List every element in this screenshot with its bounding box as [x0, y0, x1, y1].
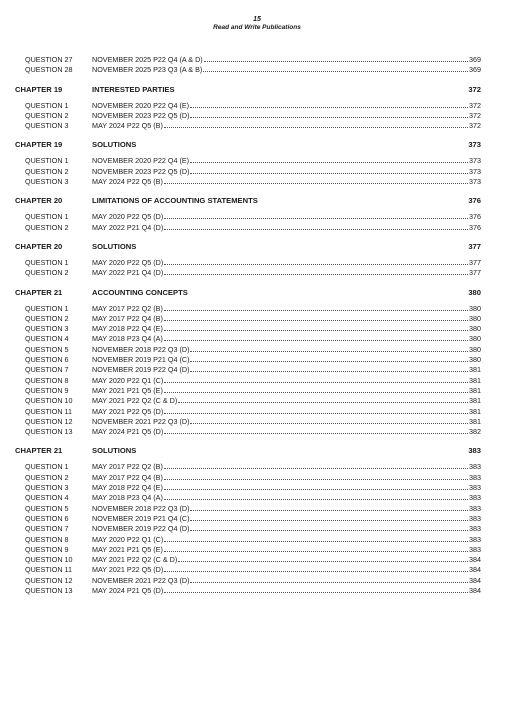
toc-question-entry[interactable] — [15, 417, 481, 427]
toc-question-entry[interactable] — [15, 111, 481, 121]
question-label: QUESTION 1 — [25, 303, 69, 313]
dot-leader — [190, 161, 468, 163]
question-label: QUESTION 28 — [25, 65, 73, 75]
toc-question-entry[interactable] — [15, 355, 481, 365]
dot-leader — [164, 273, 468, 275]
publisher-name: Read and Write Publications — [213, 24, 301, 31]
question-page-number: 373 — [469, 166, 481, 176]
question-page-number: 381 — [469, 365, 481, 375]
toc-question-entry[interactable] — [15, 576, 481, 586]
question-page-number: 384 — [469, 565, 481, 575]
question-label: QUESTION 1 — [25, 156, 69, 166]
question-page-number: 373 — [469, 177, 481, 187]
question-page-number: 381 — [469, 416, 481, 426]
question-label: QUESTION 3 — [25, 324, 69, 334]
dot-leader — [164, 339, 468, 341]
toc-question-entry[interactable] — [15, 396, 481, 406]
exam-reference: MAY 2017 P22 Q2 (B) — [92, 303, 163, 313]
toc-question-entry[interactable] — [15, 462, 481, 472]
chapter-page-number: 380 — [468, 287, 481, 297]
chapter-heading[interactable] — [15, 445, 481, 456]
chapter-heading[interactable] — [15, 84, 481, 95]
exam-reference: MAY 2021 P22 Q5 (D) — [92, 565, 164, 575]
question-page-number: 383 — [469, 513, 481, 523]
exam-reference: NOVEMBER 2025 P22 Q4 (A & D) — [92, 55, 203, 64]
dot-leader — [164, 381, 468, 383]
question-label: QUESTION 10 — [25, 396, 73, 406]
dot-leader — [190, 360, 468, 362]
dot-leader — [190, 509, 468, 511]
dot-leader — [164, 412, 468, 414]
question-label: QUESTION 3 — [25, 121, 69, 131]
dot-leader — [178, 560, 468, 562]
toc-question-entry[interactable] — [15, 314, 481, 324]
question-label: QUESTION 1 — [25, 257, 69, 267]
chapter-heading[interactable] — [15, 241, 481, 252]
toc-question-entry[interactable] — [15, 101, 481, 111]
question-label: QUESTION 3 — [25, 483, 69, 493]
chapter-page-number: 377 — [468, 241, 481, 251]
toc-question-entry[interactable] — [15, 376, 481, 386]
exam-reference: MAY 2022 P21 Q4 (D) — [92, 222, 164, 232]
question-page-number: 380 — [469, 355, 481, 365]
exam-reference: MAY 2021 P22 Q5 (D) — [92, 406, 164, 416]
exam-reference: NOVEMBER 2019 P22 Q4 (D) — [92, 365, 190, 375]
question-page-number: 372 — [469, 100, 481, 110]
toc-question-entry[interactable] — [15, 427, 481, 437]
question-label: QUESTION 27 — [25, 55, 73, 64]
toc-question-entry[interactable] — [15, 223, 481, 233]
dot-leader — [164, 540, 468, 542]
question-label: QUESTION 2 — [25, 313, 69, 323]
question-page-number: 383 — [469, 483, 481, 493]
question-label: QUESTION 1 — [25, 462, 69, 472]
question-label: QUESTION 4 — [25, 493, 69, 503]
dot-leader — [190, 581, 468, 583]
toc-question-entry[interactable] — [15, 334, 481, 344]
page-number: 15 — [253, 16, 261, 23]
chapter-page-number: 383 — [468, 446, 481, 456]
exam-reference: MAY 2021 P21 Q5 (E) — [92, 385, 163, 395]
dot-leader — [204, 60, 468, 62]
question-page-number: 380 — [469, 303, 481, 313]
dot-leader — [164, 319, 468, 321]
question-label: QUESTION 4 — [25, 334, 69, 344]
toc-question-entry[interactable] — [15, 167, 481, 177]
table-of-contents — [15, 55, 481, 596]
exam-reference: MAY 2020 P22 Q1 (C) — [92, 534, 164, 544]
question-page-number: 380 — [469, 334, 481, 344]
chapter-label: CHAPTER 20 — [15, 241, 63, 251]
question-label: QUESTION 2 — [25, 110, 69, 120]
toc-question-entry[interactable] — [15, 483, 481, 493]
question-label: QUESTION 7 — [25, 524, 69, 534]
question-label: QUESTION 5 — [25, 344, 69, 354]
toc-question-entry[interactable] — [15, 545, 481, 555]
spacer — [15, 437, 481, 445]
question-page-number: 380 — [469, 344, 481, 354]
question-label: QUESTION 2 — [25, 222, 69, 232]
dot-leader — [164, 228, 468, 230]
chapter-label: CHAPTER 20 — [15, 196, 63, 206]
dot-leader — [178, 401, 468, 403]
chapter-title: INTERESTED PARTIES — [92, 84, 175, 94]
question-page-number: 384 — [469, 575, 481, 585]
chapter-title: SOLUTIONS — [92, 446, 137, 456]
question-label: QUESTION 2 — [25, 166, 69, 176]
question-page-number: 384 — [469, 585, 481, 595]
question-label: QUESTION 13 — [25, 585, 73, 595]
question-page-number: 377 — [469, 257, 481, 267]
dot-leader — [203, 70, 468, 72]
spacer — [15, 131, 481, 139]
exam-reference: MAY 2021 P22 Q2 (C & D) — [92, 396, 178, 406]
exam-reference: NOVEMBER 2025 P23 Q3 (A & B) — [92, 65, 203, 75]
toc-question-entry[interactable] — [15, 212, 481, 222]
dot-leader — [190, 370, 468, 372]
question-label: QUESTION 5 — [25, 503, 69, 513]
dot-leader — [164, 478, 468, 480]
question-label: QUESTION 2 — [25, 472, 69, 482]
toc-question-entry[interactable] — [15, 324, 481, 334]
question-label: QUESTION 13 — [25, 427, 73, 437]
exam-reference: MAY 2017 P22 Q4 (B) — [92, 472, 163, 482]
exam-reference: MAY 2024 P22 Q5 (B) — [92, 121, 163, 131]
exam-reference: NOVEMBER 2023 P22 Q5 (D) — [92, 110, 190, 120]
exam-reference: MAY 2017 P22 Q4 (B) — [92, 313, 163, 323]
toc-question-entry[interactable] — [15, 345, 481, 355]
dot-leader — [190, 172, 468, 174]
exam-reference: MAY 2018 P23 Q4 (A) — [92, 493, 163, 503]
chapter-heading[interactable] — [15, 195, 481, 206]
dot-leader — [164, 498, 468, 500]
question-page-number: 372 — [469, 121, 481, 131]
question-label: QUESTION 12 — [25, 416, 73, 426]
question-label: QUESTION 9 — [25, 544, 69, 554]
toc-question-entry[interactable] — [15, 524, 481, 534]
dot-leader — [190, 350, 468, 352]
question-label: QUESTION 2 — [25, 268, 69, 278]
dot-leader — [164, 432, 468, 434]
exam-reference: MAY 2024 P21 Q5 (D) — [92, 585, 164, 595]
exam-reference: MAY 2018 P22 Q4 (E) — [92, 324, 163, 334]
question-label: QUESTION 6 — [25, 513, 69, 523]
question-page-number: 383 — [469, 462, 481, 472]
question-label: QUESTION 9 — [25, 385, 69, 395]
chapter-label: CHAPTER 19 — [15, 84, 63, 94]
toc-question-entry[interactable] — [15, 304, 481, 314]
toc-question-entry[interactable] — [15, 268, 481, 278]
toc-question-entry[interactable] — [15, 365, 481, 375]
toc-question-entry[interactable] — [15, 55, 481, 65]
chapter-label: CHAPTER 21 — [15, 287, 63, 297]
exam-reference: MAY 2020 P22 Q5 (D) — [92, 212, 164, 222]
question-page-number: 381 — [469, 375, 481, 385]
question-page-number: 383 — [469, 472, 481, 482]
toc-question-entry[interactable] — [15, 156, 481, 166]
exam-reference: MAY 2024 P21 Q5 (D) — [92, 427, 164, 437]
question-page-number: 380 — [469, 313, 481, 323]
dot-leader — [190, 422, 468, 424]
chapter-page-number: 372 — [468, 84, 481, 94]
question-label: QUESTION 11 — [25, 406, 72, 416]
exam-reference: MAY 2022 P21 Q4 (D) — [92, 268, 164, 278]
question-page-number: 381 — [469, 406, 481, 416]
question-label: QUESTION 10 — [25, 555, 73, 565]
dot-leader — [190, 519, 468, 521]
chapter-title: LIMITATIONS OF ACCOUNTING STATEMENTS — [92, 196, 258, 206]
exam-reference: MAY 2021 P21 Q5 (E) — [92, 544, 163, 554]
toc-question-entry[interactable] — [15, 177, 481, 187]
question-label: QUESTION 3 — [25, 177, 69, 187]
exam-reference: NOVEMBER 2020 P22 Q4 (E) — [92, 156, 190, 166]
question-page-number: 382 — [469, 427, 481, 437]
question-label: QUESTION 1 — [25, 100, 69, 110]
exam-reference: NOVEMBER 2023 P22 Q5 (D) — [92, 166, 190, 176]
question-label: QUESTION 8 — [25, 534, 69, 544]
question-label: QUESTION 7 — [25, 365, 69, 375]
question-label: QUESTION 6 — [25, 355, 69, 365]
toc-question-entry[interactable] — [15, 586, 481, 596]
dot-leader — [164, 570, 468, 572]
toc-question-entry[interactable] — [15, 65, 481, 75]
dot-leader — [164, 263, 468, 265]
exam-reference: MAY 2017 P22 Q2 (B) — [92, 462, 163, 472]
question-page-number: 377 — [469, 268, 481, 278]
chapter-label: CHAPTER 19 — [15, 140, 63, 150]
question-page-number: 369 — [469, 65, 481, 75]
dot-leader — [190, 116, 468, 118]
question-label: QUESTION 8 — [25, 375, 69, 385]
question-page-number: 383 — [469, 544, 481, 554]
question-page-number: 383 — [469, 534, 481, 544]
chapter-page-number: 373 — [468, 140, 481, 150]
exam-reference: NOVEMBER 2018 P22 Q3 (D) — [92, 344, 190, 354]
chapter-heading[interactable] — [15, 139, 481, 150]
chapter-page-number: 376 — [468, 196, 481, 206]
chapter-label: CHAPTER 21 — [15, 446, 63, 456]
spacer — [15, 279, 481, 287]
chapter-title: SOLUTIONS — [92, 140, 137, 150]
toc-question-entry[interactable] — [15, 565, 481, 575]
question-page-number: 372 — [469, 110, 481, 120]
question-page-number: 380 — [469, 324, 481, 334]
exam-reference: NOVEMBER 2019 P21 Q4 (C) — [92, 513, 190, 523]
dot-leader — [164, 309, 468, 311]
toc-question-entry[interactable] — [15, 121, 481, 131]
exam-reference: NOVEMBER 2018 P22 Q3 (D) — [92, 503, 190, 513]
question-page-number: 376 — [469, 212, 481, 222]
toc-question-entry[interactable] — [15, 535, 481, 545]
exam-reference: NOVEMBER 2019 P22 Q4 (D) — [92, 524, 190, 534]
toc-question-entry[interactable] — [15, 555, 481, 565]
dot-leader — [164, 591, 468, 593]
dot-leader — [164, 550, 468, 552]
dot-leader — [164, 126, 468, 128]
dot-leader — [190, 529, 468, 531]
toc-question-entry[interactable] — [15, 504, 481, 514]
exam-reference: NOVEMBER 2021 P22 Q3 (D) — [92, 575, 190, 585]
exam-reference: MAY 2018 P22 Q4 (E) — [92, 483, 163, 493]
dot-leader — [164, 391, 468, 393]
question-page-number: 369 — [469, 55, 481, 64]
page-header — [0, 16, 514, 32]
spacer — [15, 76, 481, 84]
toc-question-entry[interactable] — [15, 514, 481, 524]
dot-leader — [164, 217, 468, 219]
question-page-number: 381 — [469, 385, 481, 395]
dot-leader — [164, 182, 468, 184]
question-page-number: 383 — [469, 493, 481, 503]
chapter-title: ACCOUNTING CONCEPTS — [92, 287, 188, 297]
chapter-title: SOLUTIONS — [92, 241, 137, 251]
toc-question-entry[interactable] — [15, 493, 481, 503]
question-label: QUESTION 11 — [25, 565, 72, 575]
dot-leader — [164, 467, 468, 469]
question-page-number: 376 — [469, 222, 481, 232]
question-label: QUESTION 12 — [25, 575, 73, 585]
exam-reference: MAY 2024 P22 Q5 (B) — [92, 177, 163, 187]
exam-reference: NOVEMBER 2020 P22 Q4 (E) — [92, 100, 190, 110]
question-page-number: 373 — [469, 156, 481, 166]
toc-question-entry[interactable] — [15, 407, 481, 417]
dot-leader — [164, 329, 468, 331]
dot-leader — [190, 106, 468, 108]
spacer — [15, 233, 481, 241]
question-page-number: 383 — [469, 524, 481, 534]
exam-reference: NOVEMBER 2021 P22 Q3 (D) — [92, 416, 190, 426]
toc-question-entry[interactable] — [15, 473, 481, 483]
exam-reference: MAY 2018 P23 Q4 (A) — [92, 334, 163, 344]
question-page-number: 383 — [469, 503, 481, 513]
question-page-number: 381 — [469, 396, 481, 406]
exam-reference: NOVEMBER 2019 P21 Q4 (C) — [92, 355, 190, 365]
exam-reference: MAY 2020 P22 Q1 (C) — [92, 375, 164, 385]
chapter-heading[interactable] — [15, 287, 481, 298]
toc-question-entry[interactable] — [15, 258, 481, 268]
exam-reference: MAY 2020 P22 Q5 (D) — [92, 257, 164, 267]
question-label: QUESTION 1 — [25, 212, 69, 222]
question-page-number: 384 — [469, 555, 481, 565]
exam-reference: MAY 2021 P22 Q2 (C & D) — [92, 555, 178, 565]
toc-question-entry[interactable] — [15, 386, 481, 396]
spacer — [15, 187, 481, 195]
dot-leader — [164, 488, 468, 490]
